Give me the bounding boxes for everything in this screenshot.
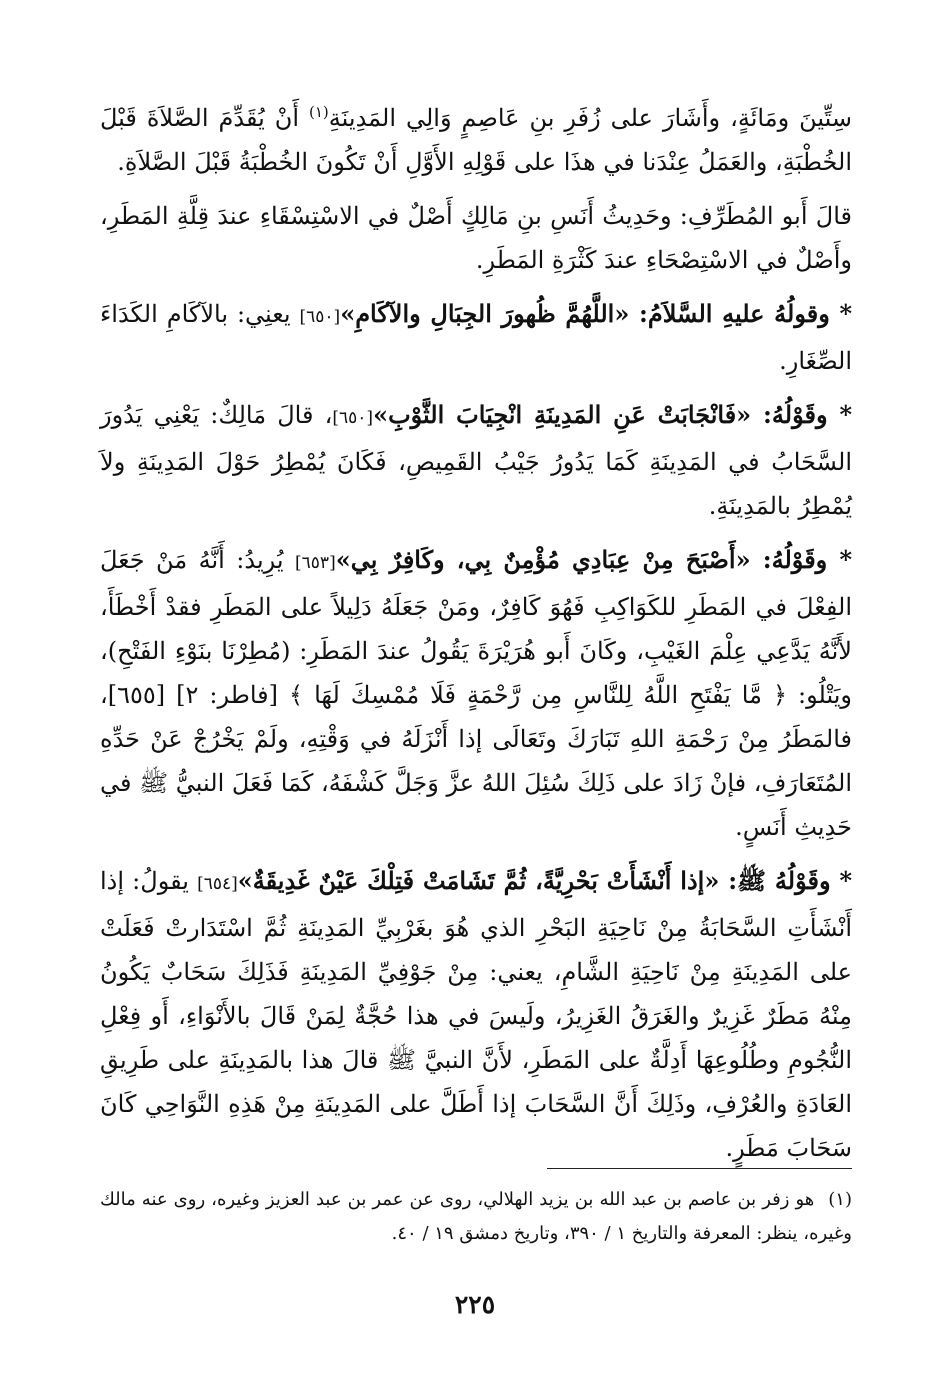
paragraph-6 [100, 859, 852, 1170]
paragraph-4 [100, 393, 852, 528]
paragraph-6-tail: يقولُ: إذا أَنْشَأَتِ السَّحَابَةُ مِنْ نَاحِيَةِ البَحْرِ الذي هُوَ بغَرْبِيِّ المَدِينَةِ ثُمَّ اسْتَدَارتْ فَعَلَتْ على المَدِينَةِ مِنْ نَاحِيَةِ الشَّامِ، يعني: مِنْ جَوْفِيِّ المَدِينَةِ فَذَلِكَ سَحَابٌ يَكُونُ مِنْهُ مَطَرٌ غَزِيرٌ والغَرَقُ الغَزِيرُ، ولَيسَ في هذا حُجَّةٌ لِمَنْ قَالَ بالأَنْوَاءِ، أَو فِعْلِ النُّجُومِ وطُلُوعِهَا أَدِلَّةٌ على المَطَرِ، لأَنَّ النبيَّ ﷺ قالَ هذا بالمَدِينَةِ على طَرِيقِ العَادَةِ والعُرْفِ، وذَلِكَ أَنَّ السَّحَابَ إذا أَطَلَّ على المَدِينَةِ مِنْ هَذِهِ النَّوَاحِي كَانَ سَحَابَ مَطَرٍ. [100, 867, 852, 1162]
hadith-quote: * وقَوْلُهُ: «أَصْبَحَ مِنْ عِبَادِي مُؤْمِنٌ بِي، وكَافِرٌ بِي» [335, 545, 852, 574]
paragraph-2-text: قالَ أَبو المُطَرِّفِ: وحَدِيثُ أَنَسِ بنِ مَالِكٍ أَصْلٌ في الاسْتِسْقَاءِ عندَ قِلَّةِ المَطَرِ، وأَصْلٌ في الاسْتِصْحَاءِ عندَ كَثْرَةِ المَطَرِ. [100, 202, 852, 274]
hadith-number: [٦٥٤] [197, 874, 238, 894]
paragraph-5 [100, 538, 852, 849]
footnote [100, 1183, 852, 1251]
paragraph-1-tail: أَنْ يُقَدِّمَ الصَّلاَةَ قَبْلَ الخُطْبَةِ، والعَمَلُ عِنْدَنا في هذَا على قَوْلِهِ الأَوَّلِ أَنْ تَكُونَ الخُطْبَةُ قَبْلَ الصَّلاَةِ. [100, 104, 852, 176]
page-number: ٢٢٥ [454, 1290, 496, 1319]
footnote-marker: (١) [828, 1189, 852, 1210]
paragraph-2 [100, 194, 852, 282]
hadith-quote: * وقولُهُ عليهِ السَّلاَمُ: «اللَّهُمَّ ظُهورَ الجِبَالِ والآكَامِ» [340, 299, 853, 328]
hadith-number: [٦٥٠] [299, 307, 341, 327]
paragraph-1 [100, 96, 852, 184]
paragraph-5-tail: يُرِيدُ: أَنَّهُ مَنْ جَعَلَ الفِعْلَ في المَطَرِ للكَوَاكِبِ فَهُوَ كَافِرٌ، ومَنْ جَعَلَهُ دَلِيلاً على المَطَرِ فقدْ أَخْطَأَ، لأَنَّهُ يَدَّعِي عِلْمَ الغَيْبِ، وكَانَ أَبو هُرَيْرَةَ يَقُولُ عندَ المَطَرِ: (مُطِرْنَا بنَوْءِ الفَتْحِ)، ويَتْلُو: ﴿ مَّا يَفْتَحِ اللَّهُ لِلنَّاسِ مِن رَّحْمَةٍ فَلَا مُمْسِكَ لَهَا ﴾ [فاطر: ٢] [٦٥٥]، فالمَطَرُ مِنْ رَحْمَةِ اللهِ تَبَارَكَ وتَعَالَى إذا أَنْزَلَهُ في وَقْتِهِ، ولَمْ يَخْرُجْ عَنْ حَدِّهِ المُتَعَارَفِ، فإنْ زَادَ على ذَلِكَ سُئِلَ اللهُ عزَّ وَجَلَّ كَشْفَهُ، كَمَا فَعَلَ النبيُّ ﷺ في حَدِيثِ أَنَسٍ. [100, 546, 852, 841]
footnote-separator [547, 1168, 852, 1169]
footnote-text: هو زفر بن عاصم بن عبد الله بن يزيد الهلالي، روى عن عمر بن عبد العزيز وغيره، روى عنه مالك وغيره، ينظر: المعرفة والتاريخ ١ / ٣٩٠، وتاريخ دمشق ١٩ / ٤٠. [100, 1189, 852, 1244]
paragraph-3-tail: يعنِي: بالآكَامِ الكَدَاءَ الصِّغَارِ. [100, 300, 852, 375]
paragraph-4-tail: ، قالَ مَالِكٌ: يَعْنِي يَدُورَ السَّحَابُ في المَدِينَةِ كَمَا يَدُورُ جَيْبُ القَمِيصِ، فَكَانَ يُمْطِرُ حَوْلَ المَدِينَةِ ولاَ يُمْطِرُ بالمَدِينَةِ. [100, 401, 852, 520]
hadith-quote: * وقَوْلُهُ ﷺ: «إذا أَنْشَأَتْ بَحْرِيَّةً، ثُمَّ تَشَامَتْ فَتِلْكَ عَيْنٌ غَدِيقَةٌ» [237, 866, 852, 895]
hadith-quote: * وقَوْلُهُ: «فَانْجَابَتْ عَنِ المَدِينَةِ انْجِيَابَ الثَّوْبِ» [373, 400, 852, 429]
paragraph-1-text: سِتِّينَ ومَائَةٍ، وأَشَارَ على زُفَرِ بنِ عَاصِمٍ وَالِي المَدِينَةِ [328, 104, 852, 132]
footnote-reference: (١) [309, 103, 329, 121]
paragraph-3 [100, 292, 852, 383]
main-text [100, 96, 852, 1180]
hadith-number: [٦٥٠] [332, 408, 374, 428]
hadith-number: [٦٥٣] [295, 553, 336, 573]
